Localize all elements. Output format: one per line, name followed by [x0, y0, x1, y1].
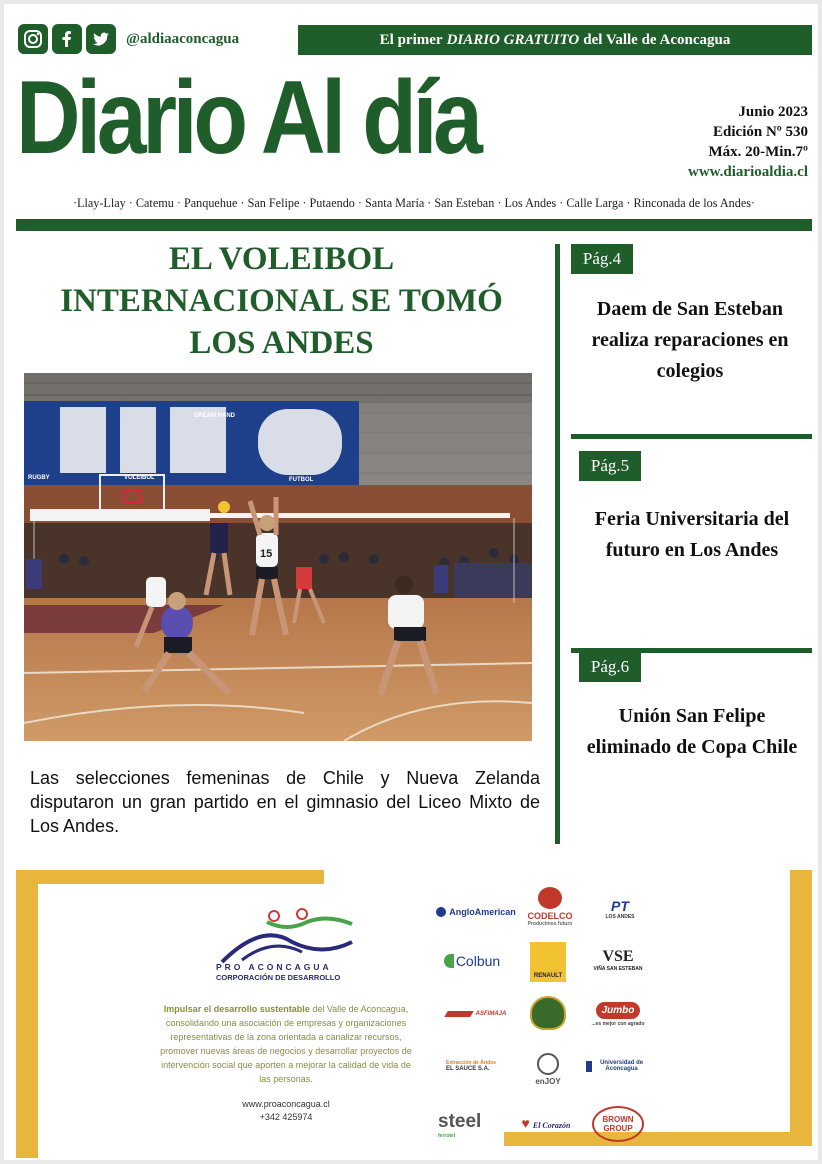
sponsor-label: PT	[611, 898, 629, 914]
codelco-logo-icon	[538, 887, 562, 909]
instagram-icon[interactable]	[18, 24, 48, 54]
headline-line: EL VOLEIBOL	[168, 241, 395, 277]
sponsor-brown-group: BROWN GROUP	[592, 1106, 644, 1142]
edition-number: Edición Nº 530	[713, 124, 808, 140]
org-url[interactable]: www.proaconcagua.cl	[242, 1099, 330, 1109]
ad-frame	[790, 870, 812, 1146]
sponsor-el-corazon	[510, 1112, 582, 1138]
mission-rest: del Valle de Aconcagua, consolidando una asociación de empresas y organizaciones representativas de la zona orientada a canalizar recursos, promover nuevas áreas de negocios y desarrollar proyectos de intervención social que aporten a mejorar la calidad de vida de las personas.	[160, 1004, 412, 1084]
sidebar-headline[interactable]: Feria Universitaria del futuro en Los Andes	[594, 508, 790, 561]
sponsor-sublabel: VIÑA SAN ESTEBAN	[593, 966, 643, 972]
sponsor-label: Colbun	[455, 953, 501, 969]
story-caption: Las selecciones femeninas de Chile y Nueva Zelanda disputaron un gran partido en el gimnasio del Liceo Mixto de Los Andes.	[30, 768, 540, 836]
shield-icon	[586, 1061, 592, 1072]
twitter-icon[interactable]	[86, 24, 116, 54]
org-phone: +342 425974	[259, 1112, 313, 1122]
sponsor-sublabel: ...es mejor con agrado	[591, 1020, 645, 1027]
ad-frame	[16, 870, 38, 1158]
sponsor-label: CODELCO	[527, 911, 573, 921]
masthead-title: Diario Al día	[16, 60, 479, 176]
headline-line: INTERNACIONAL SE TOMÓ	[60, 283, 503, 319]
banner-word: DREAM HAND	[194, 413, 235, 419]
sponsor-jumbo	[590, 996, 646, 1032]
jersey-number: 15	[260, 548, 273, 560]
sponsor-sublabel: LOS ANDES	[605, 914, 635, 920]
sponsor-anglo-american	[436, 904, 516, 920]
sponsor-label: AngloAmerican	[449, 907, 516, 917]
heart-icon: ♥	[521, 1117, 530, 1132]
ad-frame	[16, 870, 324, 884]
column-divider	[555, 244, 560, 844]
sponsor-colbun	[436, 948, 508, 974]
facebook-icon[interactable]	[52, 24, 82, 54]
sponsor-vina-san-esteban	[582, 942, 654, 978]
sponsor-logos	[436, 880, 656, 1140]
header-divider	[16, 219, 812, 231]
page-label[interactable]: Pág.6	[579, 652, 641, 682]
sponsor-label: VSE	[602, 948, 634, 965]
sponsor-pt	[590, 894, 650, 924]
social-handle[interactable]: @aldiaaconcagua	[126, 30, 240, 47]
sponsor-el-sauce	[446, 1052, 510, 1080]
banner-word: RUGBY	[28, 475, 50, 481]
sponsor-label: steel	[438, 1111, 482, 1132]
tagline-pre: El primer	[379, 31, 443, 48]
volleyball-photo	[24, 373, 532, 741]
sponsor-label: EL SAUCE S.A.	[446, 1066, 490, 1072]
edition-date: Junio 2023	[738, 104, 808, 120]
anglo-logo-icon	[436, 907, 446, 917]
sponsor-steel	[438, 1108, 494, 1142]
sidebar-headline[interactable]: Daem de San Esteban realiza reparaciones en colegios	[591, 298, 789, 382]
tagline-emphasis: DIARIO GRATUITO	[446, 31, 580, 48]
org-mission	[156, 1002, 416, 1086]
sponsor-sublabel: Extracción de Áridos	[446, 1060, 497, 1066]
edition-info	[688, 102, 808, 182]
sidebar-divider	[571, 434, 812, 439]
org-contact	[216, 1098, 356, 1124]
website-link[interactable]: www.diarioaldia.cl	[687, 164, 808, 180]
sponsor-codelco	[522, 884, 578, 930]
main-headline	[24, 238, 539, 364]
newspaper-page	[4, 4, 818, 1160]
sponsor-crest	[530, 996, 566, 1030]
sponsor-asfimaja	[436, 1006, 516, 1022]
weather-info: Máx. 20-Min.7º	[708, 144, 808, 160]
sponsor-sublabel: Producimos futuro	[527, 921, 573, 927]
tagline-post: del Valle de Aconcagua	[583, 31, 731, 48]
sponsor-label: enJOY	[535, 1076, 561, 1086]
asfimaja-logo-icon	[444, 1011, 473, 1017]
page-label[interactable]: Pág.4	[571, 244, 633, 274]
mission-bold: Impulsar el desarrollo sustentable	[163, 1004, 310, 1014]
sponsor-label: Universidad de Aconcagua	[600, 1060, 644, 1072]
org-name: PRO ACONCAGUA	[216, 962, 332, 972]
banner-word: FUTBOL	[289, 477, 314, 483]
sponsor-enjoy	[526, 1044, 570, 1094]
sponsor-label: ASFIMAJA	[475, 1011, 507, 1017]
page-label[interactable]: Pág.5	[579, 451, 641, 481]
towns-list: ·Llay-Llay · Catemu · Panquehue · San Felipe · Putaendo · Santa María · San Esteban · Los Andes · Calle Larga · Rinconada de los Andes·	[72, 196, 756, 210]
colbun-logo-icon	[444, 954, 454, 968]
sponsor-renault: RENAULT	[530, 942, 566, 982]
tagline-banner	[298, 25, 812, 55]
social-links	[18, 24, 239, 54]
headline-line: LOS ANDES	[189, 325, 374, 361]
banner-word: VOLEIBOL	[124, 475, 155, 481]
enjoy-logo-icon	[537, 1053, 559, 1075]
sponsor-ad	[16, 870, 812, 1158]
sponsor-label: Jumbo	[596, 1002, 641, 1019]
sponsor-u-aconcagua	[586, 1056, 648, 1076]
sponsor-sublabel: ferrotel	[438, 1133, 456, 1139]
org-subtitle: CORPORACIÓN DE DESARROLLO	[216, 973, 341, 982]
sidebar-headline[interactable]: Unión San Felipe eliminado de Copa Chile	[586, 705, 798, 758]
sponsor-label: El Corazón	[532, 1120, 571, 1130]
